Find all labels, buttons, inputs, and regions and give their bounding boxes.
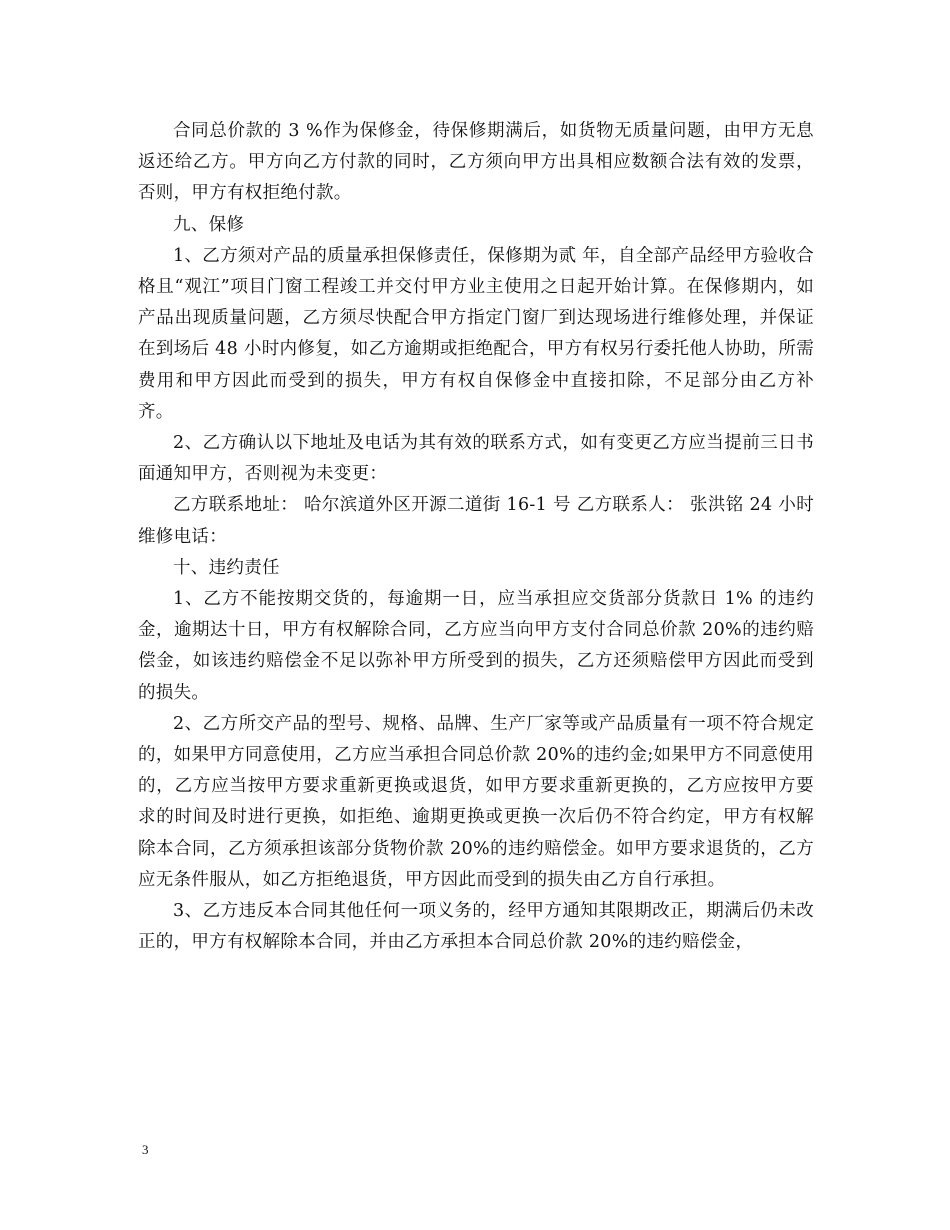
paragraph-warranty-1: 1、乙方须对产品的质量承担保修责任，保修期为贰 年，自全部产品经甲方验收合格且“观江”项目门窗工程竣工并交付甲方业主使用之日起开始计算。在保修期内，如产品出现质量问题，乙方须尽快配合甲方指定门窗厂到达现场进行维修处理，并保证在到场后 48 小时内修复，如乙方逾期或拒绝配合，甲方有权另行委托他人协助，所需费用和甲方因此而受到的损失，甲方有权自保修金中直接扣除，不足部分由乙方补齐。 [138,245,814,422]
paragraph-warranty-deposit: 合同总价款的 3 %作为保修金，待保修期满后，如货物无质量问题，由甲方无息返还给乙方。甲方向乙方付款的同时，乙方须向甲方出具相应数额合法有效的发票，否则，甲方有权拒绝付款。 [138,121,814,204]
section-heading-warranty: 九、保修 [173,214,245,235]
section-heading-breach: 十、违约责任 [173,557,280,578]
paragraph-breach-2: 2、乙方所交产品的型号、规格、品牌、生产厂家等或产品质量有一项不符合规定的，如果甲方同意使用，乙方应当承担合同总价款 20%的违约金;如果甲方不同意使用的，乙方应当按甲方要求重新更换或退货，如甲方要求重新更换的，乙方应按甲方要求的时间及时进行更换，如拒绝、逾期更换或更换一次后仍不符合约定，甲方有权解除本合同，乙方须承担该部分货物价款 20%的违约赔偿金。如甲方要求退货的，乙方应无条件服从，如乙方拒绝退货，甲方因此而受到的损失由乙方自行承担。 [138,713,814,890]
paragraph-warranty-2: 2、乙方确认以下地址及电话为其有效的联系方式，如有变更乙方应当提前三日书面通知甲方，否则视为未变更： [138,433,814,485]
page-number: 3 [142,1142,149,1157]
paragraph-contact-info: 乙方联系地址： 哈尔滨道外区开源二道街 16-1 号 乙方联系人： 张洪铭 24 小时维修电话： [138,495,814,547]
paragraph-breach-3: 3、乙方违反本合同其他任何一项义务的，经甲方通知其限期改正，期满后仍未改正的，甲方有权解除本合同，并由乙方承担本合同总价款 20%的违约赔偿金， [138,901,814,953]
document-body [138,116,814,958]
paragraph-breach-1: 1、乙方不能按期交货的，每逾期一日，应当承担应交货部分货款日 1% 的违约金，逾期达十日，甲方有权解除合同，乙方应当向甲方支付合同总价款 20%的违约赔偿金，如该违约赔偿金不足以弥补甲方所受到的损失，乙方还须赔偿甲方因此而受到的损失。 [138,589,814,703]
